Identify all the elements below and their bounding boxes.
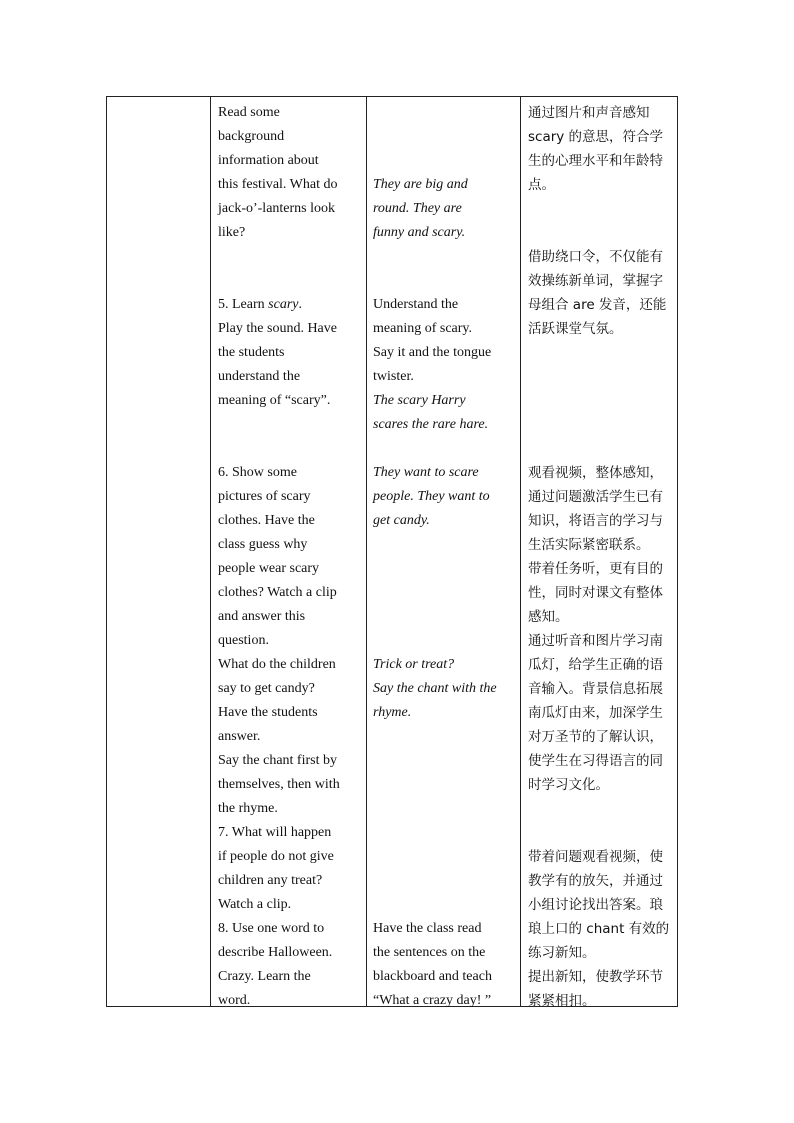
purpose-line: 通过听音和图片学习南	[528, 633, 663, 649]
activities-line: children any treat?	[218, 873, 323, 888]
purpose-line: 点。	[528, 177, 555, 193]
activities-line: understand the	[218, 369, 301, 384]
students-line: meaning of scary.	[373, 321, 472, 336]
activities-line: Have the students	[218, 705, 318, 720]
purpose-line: 带着问题观看视频，使	[528, 849, 663, 865]
activities-line: themselves, then with	[218, 777, 340, 792]
purpose-line: 母组合 are 发音，还能	[528, 297, 667, 313]
purpose-line: 时学习文化。	[528, 777, 609, 793]
activities-line: the students	[218, 345, 285, 360]
students-line: rhyme.	[373, 705, 412, 720]
students-line: Say it and the tongue	[373, 345, 492, 360]
activities-line: background	[218, 129, 285, 144]
activities-line: 5. Learn scary.	[218, 297, 302, 312]
students-line: They are big and	[373, 177, 468, 192]
purpose-line: 教学有的放矢，并通过	[528, 873, 663, 889]
purpose-line: 瓜灯，给学生正确的语	[528, 657, 663, 673]
activities-line: pictures of scary	[218, 489, 311, 504]
column-divider	[210, 97, 211, 1006]
purpose-line: 提出新知，使教学环节	[528, 969, 663, 985]
purpose-line: 对万圣节的了解认识，	[528, 729, 663, 745]
students-line: blackboard and teach	[373, 969, 492, 984]
activities-line: describe Halloween.	[218, 945, 333, 960]
students-line: funny and scary.	[373, 225, 466, 240]
activities-line: if people do not give	[218, 849, 334, 864]
purpose-line: 南瓜灯由来，加深学生	[528, 705, 663, 721]
students-line: people. They want to	[373, 489, 490, 504]
purpose-line: 知识，将语言的学习与	[528, 513, 663, 529]
students-line: Have the class read	[373, 921, 482, 936]
students-line: The scary Harry	[373, 393, 466, 408]
column-divider	[366, 97, 367, 1006]
activities-line: jack-o’-lanterns look	[218, 201, 336, 216]
students-line: scares the rare hare.	[373, 417, 489, 432]
purpose-line: 生的心理水平和年龄特	[528, 153, 663, 169]
purpose-line: 紧紧相扣。	[528, 993, 596, 1009]
students-line: Understand the	[373, 297, 459, 312]
students-line: round. They are	[373, 201, 462, 216]
purpose-line: 通过图片和声音感知	[528, 105, 650, 121]
activities-line: 6. Show some	[218, 465, 297, 480]
purpose-line: 性，同时对课文有整体	[528, 585, 663, 601]
purpose-line: 带着任务听，更有目的	[528, 561, 663, 577]
purpose-line: 活跃课堂气氛。	[528, 321, 623, 337]
purpose-line: 效操练新单词，掌握字	[528, 273, 663, 289]
activities-line: Say the chant first by	[218, 753, 337, 768]
activities-line: meaning of “scary”.	[218, 393, 331, 408]
students-line: twister.	[373, 369, 414, 384]
activities-line: answer.	[218, 729, 261, 744]
activities-line: and answer this	[218, 609, 306, 624]
activities-line: Play the sound. Have	[218, 321, 337, 336]
purpose-line: scary 的意思，符合学	[528, 129, 664, 145]
purpose-line: 练习新知。	[528, 945, 596, 961]
purpose-line: 小组讨论找出答案。琅	[528, 897, 663, 913]
activities-line: this festival. What do	[218, 177, 338, 192]
activities-line: say to get candy?	[218, 681, 315, 696]
students-line: get candy.	[373, 513, 430, 528]
purpose-line: 生活实际紧密联系。	[528, 537, 650, 553]
activities-line: What do the children	[218, 657, 336, 672]
activities-line: class guess why	[218, 537, 308, 552]
students-line: They want to scare	[373, 465, 479, 480]
activities-line: clothes. Have the	[218, 513, 315, 528]
activities-line: like?	[218, 225, 246, 240]
purpose-line: 观看视频，整体感知，	[528, 465, 663, 481]
students-line: the sentences on the	[373, 945, 486, 960]
activities-line: word.	[218, 993, 251, 1008]
activities-line: clothes? Watch a clip	[218, 585, 337, 600]
students-line: Say the chant with the	[373, 681, 497, 696]
students-line: Trick or treat?	[373, 657, 455, 672]
activities-line: the rhyme.	[218, 801, 278, 816]
column-divider	[520, 97, 521, 1006]
purpose-line: 音输入。背景信息拓展	[528, 681, 663, 697]
purpose-line: 使学生在习得语言的同	[528, 753, 663, 769]
activities-line: Crazy. Learn the	[218, 969, 311, 984]
purpose-line: 通过问题激活学生已有	[528, 489, 663, 505]
activities-line: question.	[218, 633, 269, 648]
lesson-plan-table	[106, 96, 678, 1007]
activities-line: information about	[218, 153, 319, 168]
activities-line: 8. Use one word to	[218, 921, 325, 936]
purpose-line: 感知。	[528, 609, 569, 625]
students-line: “What a crazy day! ”	[373, 993, 492, 1008]
activities-line: Read some	[218, 105, 280, 120]
activities-line: 7. What will happen	[218, 825, 332, 840]
activities-line: people wear scary	[218, 561, 320, 576]
purpose-line: 琅上口的 chant 有效的	[528, 921, 670, 937]
activities-line: Watch a clip.	[218, 897, 292, 912]
purpose-line: 借助绕口令，不仅能有	[528, 249, 663, 265]
